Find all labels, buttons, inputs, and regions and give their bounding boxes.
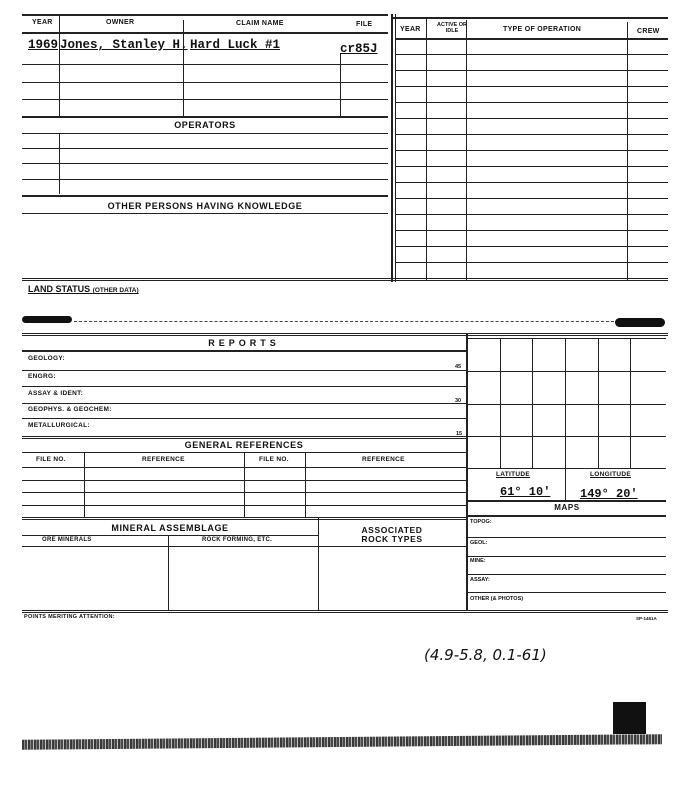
- redaction-left: [22, 316, 72, 323]
- map-mine: MINE:: [470, 558, 486, 564]
- header-type-of-operation: TYPE OF OPERATION: [503, 26, 582, 33]
- ref-header-file-no-2: FILE NO.: [259, 456, 289, 463]
- longitude-value: 149° 20': [580, 487, 638, 501]
- redaction-right: [615, 318, 665, 327]
- points-meriting-attention: POINTS MERITING ATTENTION:: [24, 614, 115, 620]
- ref-header-reference-2: REFERENCE: [362, 456, 405, 463]
- report-geophys-label: GEOPHYS. & GEOCHEM:: [28, 406, 112, 413]
- map-geol: GEOL:: [470, 540, 488, 546]
- report-metallurgical-label: METALLURGICAL:: [28, 422, 90, 429]
- ref-header-file-no-1: FILE NO.: [36, 456, 66, 463]
- latitude-value: 61° 10': [500, 485, 551, 499]
- other-persons-title: OTHER PERSONS HAVING KNOWLEDGE: [107, 201, 303, 211]
- map-other-photos: OTHER (& PHOTOS): [470, 596, 524, 602]
- general-references-title: GENERAL REFERENCES: [184, 440, 304, 450]
- rock-forming-header: ROCK FORMING, ETC.: [202, 537, 273, 543]
- handwritten-coordinates-note: (4.9-5.8, 0.1-61): [424, 646, 547, 664]
- header-active-or-idle: ACTIVE OR IDLE: [437, 22, 467, 34]
- map-assay: ASSAY:: [470, 577, 490, 583]
- claim-name: Hard Luck #1: [190, 38, 281, 52]
- map-topog: TOPOG:: [470, 519, 492, 525]
- operators-title: OPERATORS: [174, 120, 236, 130]
- header-activity-year: YEAR: [400, 26, 421, 33]
- report-metallurgical-number: 15: [456, 431, 463, 437]
- header-file: FILE: [356, 21, 373, 28]
- ref-header-reference-1: REFERENCE: [142, 456, 185, 463]
- associated-rock-types-line1: ASSOCIATED: [361, 525, 423, 535]
- scan-artifact-block: [613, 702, 646, 734]
- maps-title: MAPS: [554, 503, 580, 512]
- land-status-title: LAND STATUS: [28, 284, 91, 294]
- header-owner: OWNER: [106, 19, 135, 26]
- report-assay-label: ASSAY & IDENT:: [28, 390, 84, 397]
- latitude-label: LATITUDE: [496, 471, 531, 478]
- claim-owner: Jones, Stanley H.: [60, 38, 188, 52]
- associated-rock-types-line2: ROCK TYPES: [361, 534, 423, 544]
- mineral-assemblage-title: MINERAL ASSEMBLAGE: [111, 523, 229, 533]
- header-crew: CREW: [637, 28, 660, 35]
- claim-file: cr85J: [340, 42, 378, 56]
- report-engrg-label: ENGRG:: [28, 373, 56, 380]
- ore-minerals-header: ORE MINERALS: [42, 537, 92, 543]
- land-status-subtitle: (OTHER DATA): [92, 287, 139, 294]
- claim-year: 1969: [28, 38, 59, 52]
- report-geology-label: GEOLOGY:: [28, 355, 65, 362]
- header-year: YEAR: [32, 19, 53, 26]
- header-claim-name: CLAIM NAME: [236, 20, 284, 27]
- scan-artifact-smudge: [22, 734, 662, 750]
- reports-title: REPORTS: [208, 338, 280, 348]
- report-geology-number: 45: [455, 364, 462, 370]
- report-assay-number: 30: [455, 398, 462, 404]
- form-number: SP-1461A: [636, 616, 657, 621]
- longitude-label: LONGITUDE: [590, 471, 631, 478]
